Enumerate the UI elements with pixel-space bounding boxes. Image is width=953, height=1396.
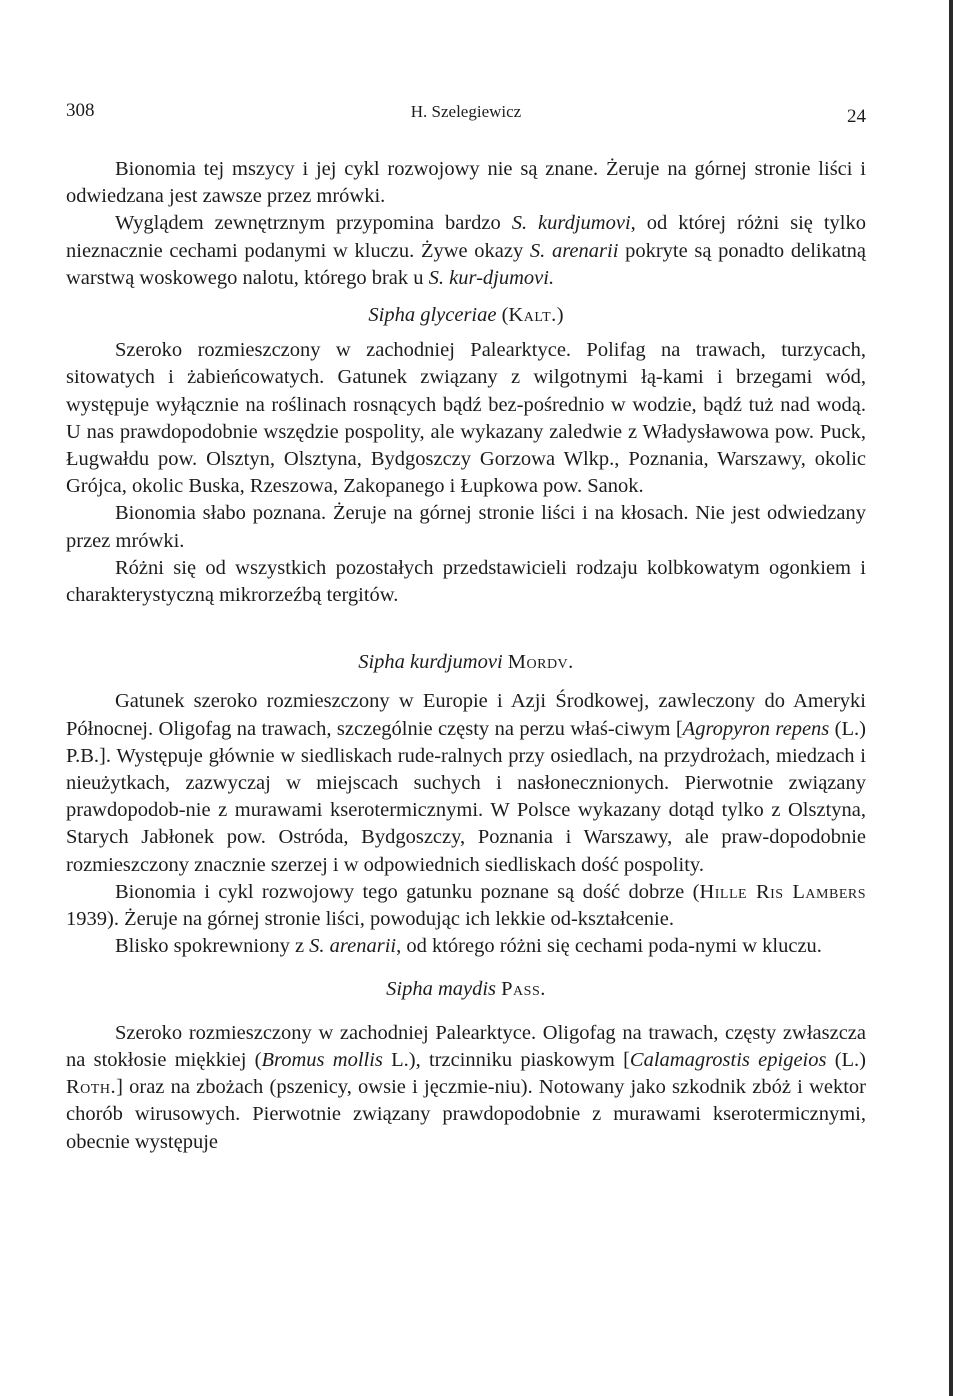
text-span: L.), trzcinniku piaskowym [ [382,1048,630,1071]
paragraph-diagnosis-glyceriae: Różni się od wszystkich pozostałych przedstawicieli rodzaju kolbkowatym ogonkiem i charakterystyczną mikrorzeźbą tergitów. [66,556,866,607]
taxon-name: S. kurdjumovi [511,212,631,235]
text-span: ) [556,304,564,327]
text-span: (L.) P.B.]. Występuje głównie w siedliskach rude-ralnych przy osiedlach, na przydrożach, miedzach i nieużytkach, zazwyczaj w miejscach suchych i nasłonecznionych. Pierwotnie związany prawdopodob-nie z murawami kserotermicznymi. W Polsce wykazany dotąd tylko z Olsztyna, Starych Jabłonek pow. Ostróda, Bydgoszczy, Poznania i Warszawy, ale praw-dopodobnie rozmieszczony znacznie szerzej i w odpowiednich siedliskach dość pospolity. [66,717,866,876]
species-name: Sipha maydis [386,978,497,1001]
species-author: Kalt. [508,304,557,327]
paragraph-comparison-arenarii [66,210,866,292]
scan-edge [949,0,953,1396]
page [66,100,866,1156]
paragraph-bionomia-glyceriae: Bionomia słabo poznana. Żeruje na górnej stronie liści i na kłosach. Nie jest odwiedzany przez mrówki. [66,502,866,552]
text-span: , od którego różni się cechami poda-nymi w kluczu. [396,935,822,958]
text-span: Bionomia i cykl rozwojowy tego gatunku poznane są dość dobrze ( [115,880,700,903]
text-span: Blisko spokrewniony z [115,935,310,958]
taxon-name: Agropyron repens [682,717,830,740]
page-header [66,100,866,130]
running-title: H. Szelegiewicz [410,102,522,121]
taxon-name: S. kur-djumovi. [428,266,555,289]
text-span: ( [496,304,509,327]
species-heading-maydis [66,976,866,1003]
taxon-name: Calamagrostis epigeios [629,1048,827,1071]
species-author: Mordv. [507,651,574,674]
text-span: (L.) [826,1048,867,1071]
text-span: Gatunek szeroko rozmieszczony w Europie i Azji Środkowej, zawleczony do Ameryki Północnej. Oligofag na trawach, szczególnie częsty na perzu właś-ciwym [ [66,690,866,740]
text-span: , od której różni się tylko nieznacznie cechami podanymi w kluczu. Żywe okazy [66,212,866,262]
paragraph-relation-kurdjumovi [66,933,866,960]
taxon-name: Bromus mollis [261,1048,383,1071]
text-span: Wyglądem zewnętrznym przypomina bardzo [115,212,512,235]
species-heading-kurdjumovi [66,649,866,676]
text-span: Szeroko rozmieszczony w zachodniej Palearktyce. Oligofag na trawach, częsty zwłaszcza na stokłosie miękkiej ( [66,1021,866,1071]
species-heading-glyceriae [66,302,866,329]
text-span: pokryte są ponadto delikatną warstwą woskowego nalotu, którego brak u [66,239,866,289]
text-span: ] oraz na zbożach (pszenicy, owsie i jęczmie-niu). Notowany jako szkodnik zbóż i wektor chorób wirusowych. Pierwotnie związany prawdopodobnie z murawami kserotermicznymi, obecnie występuje [66,1076,866,1153]
page-number-left: 308 [66,100,95,121]
paragraph-distribution-maydis [66,1020,866,1156]
taxon-name: S. arenarii [529,239,619,262]
cited-author: Hille Ris Lambers [699,880,867,903]
text-span: 1939). Żeruje na górnej stronie liści, powodując ich lekkie od-kształcenie. [66,908,674,931]
page-number-right: 24 [847,106,866,127]
paragraph-distribution-kurdjumovi [66,688,866,878]
species-name: Sipha kurdjumovi [358,651,503,674]
paragraph-distribution-glyceriae: Szeroko rozmieszczony w zachodniej Palearktyce. Polifag na trawach, turzycach, sitowatych i żabieńcowatych. Gatunek związany z wilgotnymi łą-kami i brzegami wód, występuje wyłącznie na roślinach rosnących bądź bez-pośrednio w wodzie, bądź tuż nad wodą. U nas prawdopodobnie wszędzie pospolity, ale wykazany zaledwie z Władysławowa pow. Puck, Ługwałdu pow. Olsztyn, Olsztyna, Bydgoszczy Gorzowa Wlkp., Poznania, Warszawy, okolic Grójca, okolic Buska, Rzeszowa, Zakopanego i Łupkowa pow. Sanok. [66,339,866,498]
taxon-name: S. arenarii [309,935,397,958]
species-author: Pass. [501,978,546,1001]
page-body [66,156,866,1156]
paragraph-bionomia-kurdjumovi [66,879,866,933]
paragraph-bionomia-arenarii: Bionomia tej mszycy i jej cykl rozwojowy nie są znane. Żeruje na górnej stronie liści i odwiedzana jest zawsze przez mrówki. [66,158,866,208]
species-name: Sipha glyceriae [368,304,497,327]
cited-author: Roth. [66,1076,117,1099]
